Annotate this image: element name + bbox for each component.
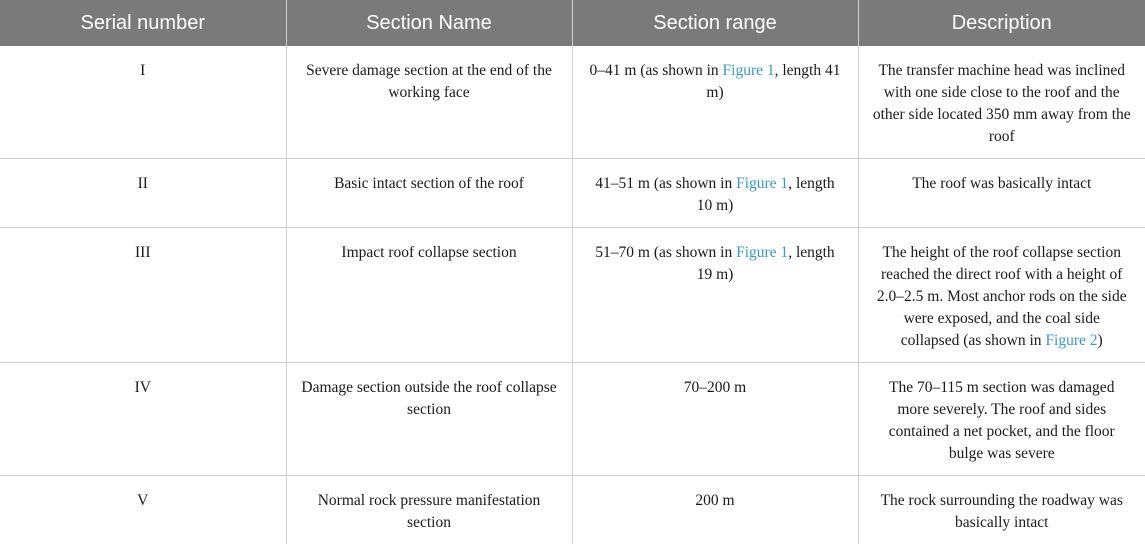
section-name-cell: Impact roof collapse section [286,228,572,363]
serial-cell: II [0,159,286,228]
range-text-end: , length 41 m) [706,62,840,101]
serial-cell: IV [0,363,286,476]
description-cell: The transfer machine head was inclined with one side close to the roof and the other side located 350 mm away from the roof [858,46,1145,159]
table-row [0,46,1145,159]
figure-1-link[interactable]: Figure 1 [736,244,788,261]
range-text: 51–70 m (as shown in [595,244,736,261]
description-cell: The rock surrounding the roadway was basically intact [858,476,1145,544]
serial-cell: V [0,476,286,544]
serial-cell: I [0,46,286,159]
section-range-cell: 200 m [572,476,858,544]
header-description: Description [858,0,1145,46]
section-range-cell [572,228,858,363]
header-serial-number: Serial number [0,0,286,46]
section-range-cell [572,46,858,159]
section-range-cell [572,159,858,228]
description-cell: The roof was basically intact [858,159,1145,228]
section-name-cell: Normal rock pressure manifestation section [286,476,572,544]
table-body [0,46,1145,544]
table-row [0,159,1145,228]
description-cell: The 70–115 m section was damaged more severely. The roof and sides contained a net pocket, and the floor bulge was severe [858,363,1145,476]
section-name-cell: Basic intact section of the roof [286,159,572,228]
figure-1-link[interactable]: Figure 1 [736,175,788,192]
header-row [0,0,1145,46]
section-range-cell: 70–200 m [572,363,858,476]
range-text-end: , length 10 m) [697,175,835,214]
range-text: 0–41 m (as shown in [589,62,722,79]
table-row [0,363,1145,476]
table-row [0,476,1145,544]
range-text: 41–51 m (as shown in [595,175,736,192]
header-section-range: Section range [572,0,858,46]
serial-cell: III [0,228,286,363]
table-row [0,228,1145,363]
table-header [0,0,1145,46]
section-name-cell: Damage section outside the roof collapse section [286,363,572,476]
description-text: The height of the roof collapse section reached the direct roof with a height of 2.0–2.5 m. Most anchor rods on the side were exposed, and the coal side collapsed (as shown in [877,244,1127,349]
header-section-name: Section Name [286,0,572,46]
description-text-end: ) [1098,332,1103,349]
figure-1-link[interactable]: Figure 1 [723,62,775,79]
section-name-cell: Severe damage section at the end of the working face [286,46,572,159]
range-text-end: , length 19 m) [697,244,835,283]
figure-2-link[interactable]: Figure 2 [1045,332,1097,349]
description-cell [858,228,1145,363]
